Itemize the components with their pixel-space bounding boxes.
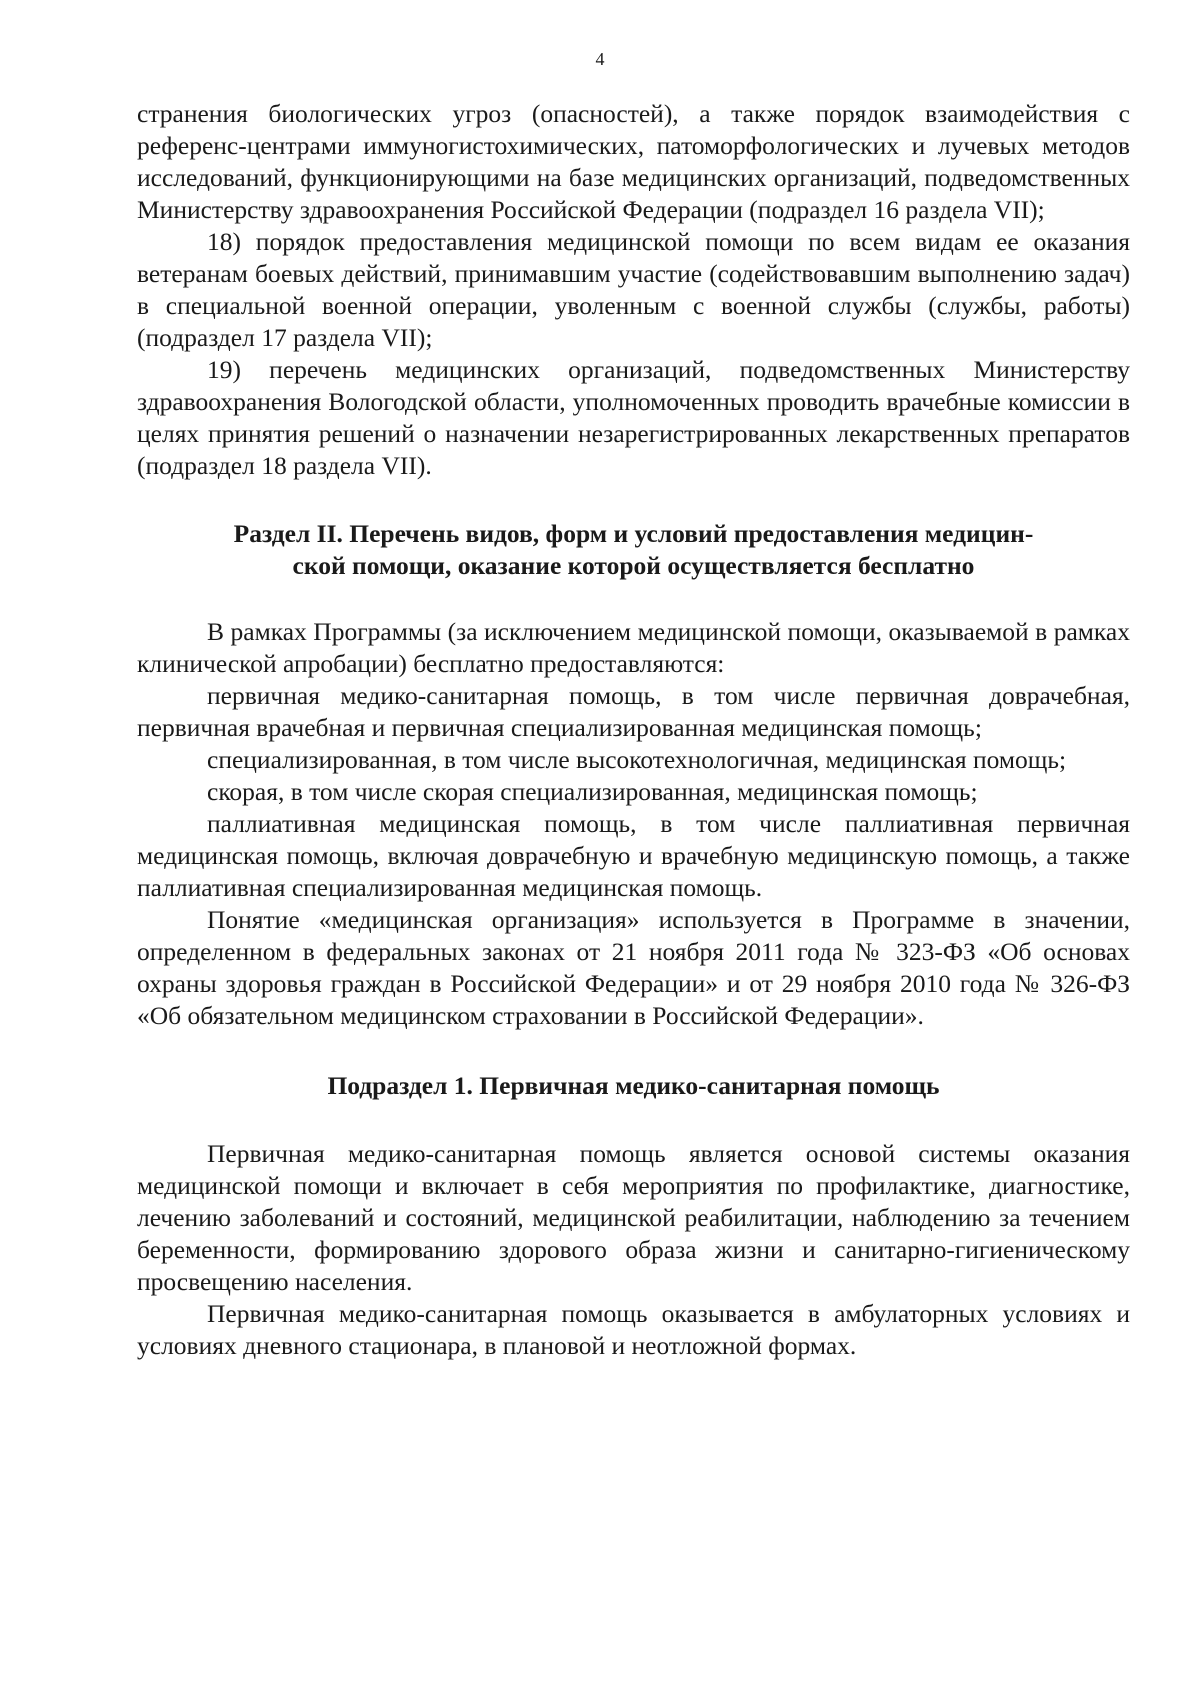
paragraph-primary-care-conditions: Первичная медико-санитарная помощь оказывается в амбулаторных условиях и условиях дневного стационара, в плановой и неотложной формах. [137,1299,1130,1360]
paragraph-medical-organization-definition: Понятие «медицинская организация» используется в Программе в значении, определенном в федеральных законах от 21 ноября 2011 года № 323-ФЗ «Об основах охраны здоровья граждан в Российской Федерации» и от 29 ноября 2010 года № 326-ФЗ «Об обязательном медицинском страховании в Российской Федерации». [137,905,1130,1030]
page-number: 4 [595,49,605,69]
paragraph-item-18: 18) порядок предоставления медицинской помощи по всем видам ее оказания ветеранам боевых действий, принимавшим участие (содействовавшим выполнению задач) в специальной военной операции, уволенным с военной службы (службы, работы) (подраздел 17 раздела VII); [137,227,1130,352]
paragraph-program-scope: В рамках Программы (за исключением медицинской помощи, оказываемой в рамках клинической апробации) бесплатно предоставляются: [137,617,1130,678]
paragraph-item-19: 19) перечень медицинских организаций, подведомственных Министерству здравоохранения Вологодской области, уполномоченных проводить врачебные комиссии в целях принятия решений о назначении незарегистрированных лекарственных препаратов (подраздел 18 раздела VII). [137,355,1130,480]
section-heading-line1: Раздел II. Перечень видов, форм и условий предоставления медицин- [233,519,1034,548]
paragraph-intro-continuation: странения биологических угроз (опасностей), а также порядок взаимодействия с референс-центрами иммуногистохимических, патоморфологических и лучевых методов исследований, функционирующими на базе медицинских организаций, подведомственных Министерству здравоохранения Российской Федерации (подраздел 16 раздела VII); [137,99,1130,224]
paragraph-specialized-care: специализированная, в том числе высокотехнологичная, медицинская помощь; [207,745,1067,774]
paragraph-emergency-care: скорая, в том числе скорая специализированная, медицинская помощь; [207,777,978,806]
section-heading [137,518,1130,582]
paragraph-palliative-care: паллиативная медицинская помощь, в том числе паллиативная первичная медицинская помощь, включая доврачебную и врачебную медицинскую помощь, а также паллиативная специализированная медицинская помощь. [137,809,1130,902]
subsection-heading: Подраздел 1. Первичная медико-санитарная помощь [327,1071,940,1100]
document-body [137,98,1130,1362]
section-heading-line2: ской помощи, оказание которой осуществляется бесплатно [292,551,975,580]
paragraph-primary-care: первичная медико-санитарная помощь, в том числе первичная доврачебная, первичная врачебная и первичная специализированная медицинская помощь; [137,681,1130,742]
paragraph-primary-care-description: Первичная медико-санитарная помощь является основой системы оказания медицинской помощи и включает в себя мероприятия по профилактике, диагностике, лечению заболеваний и состояний, медицинской реабилитации, наблюдению за течением беременности, формированию здорового образа жизни и санитарно-гигиеническому просвещению населения. [137,1139,1130,1296]
